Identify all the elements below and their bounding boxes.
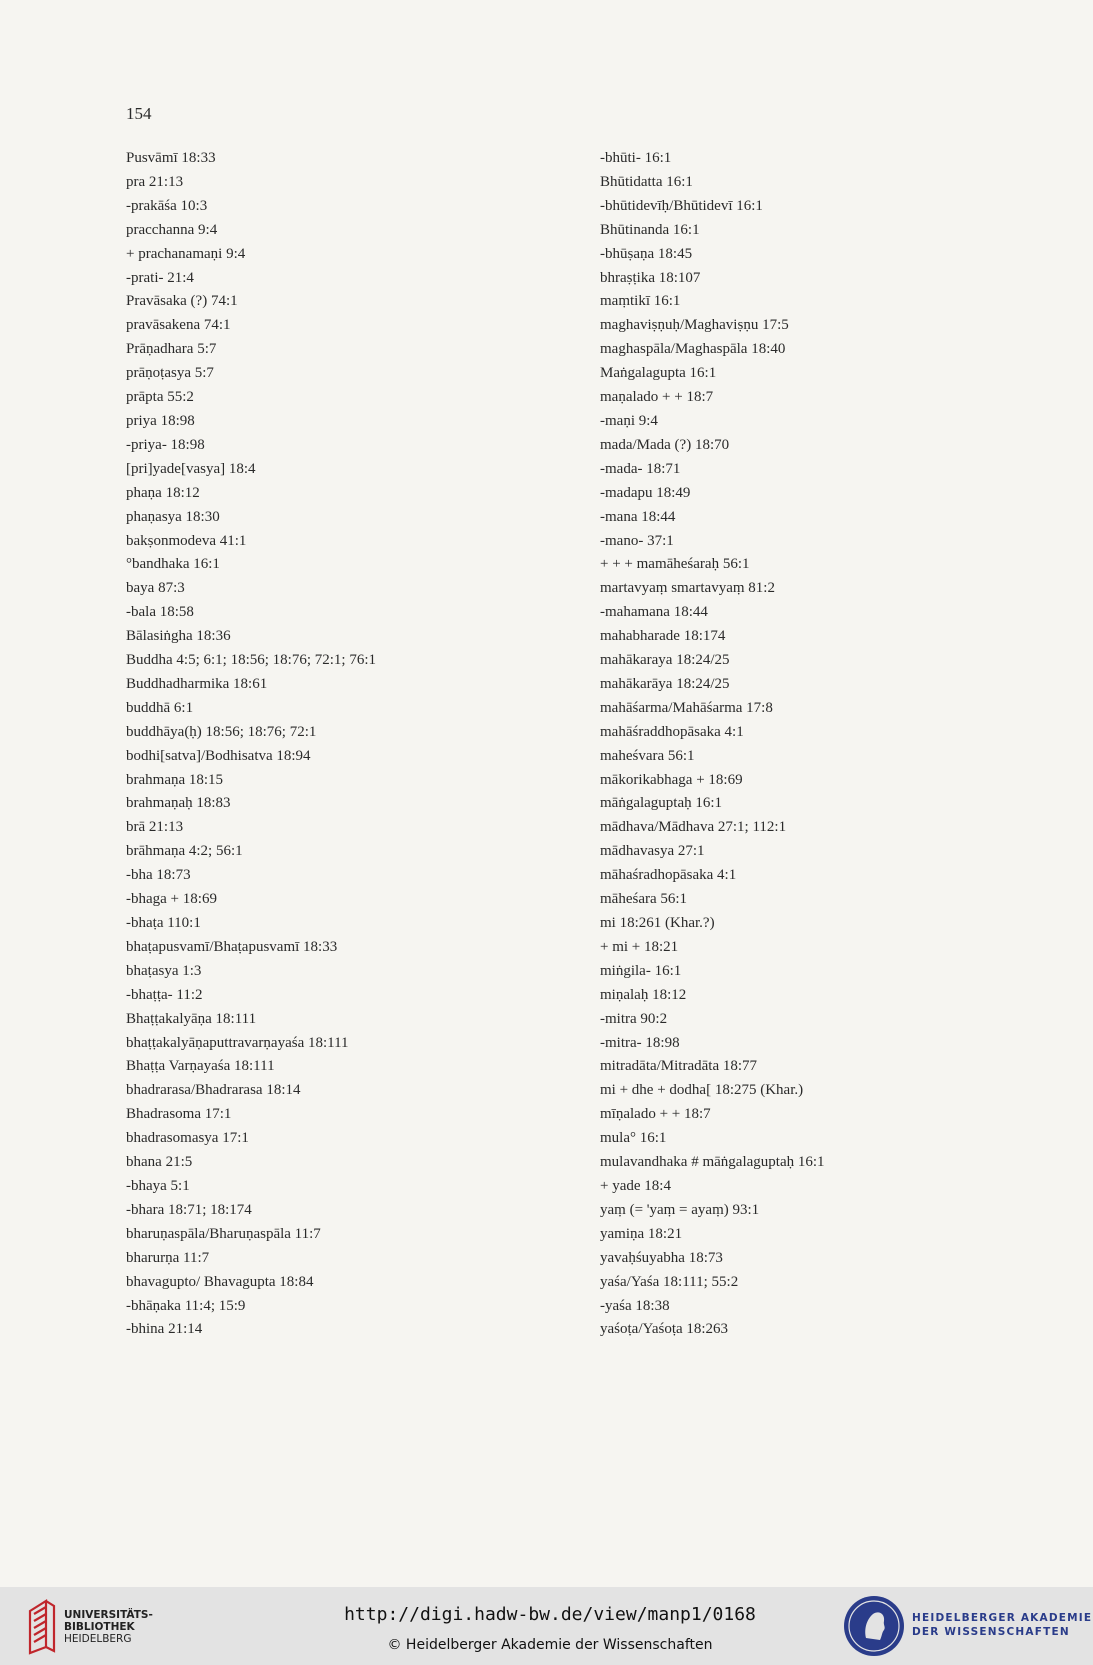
index-entry: yavaḥśuyabha 18:73 xyxy=(600,1249,723,1266)
index-entry: -prati- 21:4 xyxy=(126,269,194,286)
index-entry: mādhavasya 27:1 xyxy=(600,843,705,860)
index-entry: yamiṇa 18:21 xyxy=(600,1225,683,1242)
index-entry: bhraṣṭika 18:107 xyxy=(600,269,701,286)
index-entry: phaṇa 18:12 xyxy=(126,484,200,501)
ub-name-line-2: BIBLIOTHEK xyxy=(64,1621,135,1633)
index-entry: Buddhadharmika 18:61 xyxy=(126,675,268,692)
index-entry: brā 21:13 xyxy=(126,819,184,836)
index-entry: pracchanna 9:4 xyxy=(126,221,218,238)
index-entry: bhana 21:5 xyxy=(126,1154,193,1171)
index-entry: brāhmaṇa 4:2; 56:1 xyxy=(126,843,243,860)
index-entry: mahāśarma/Mahāśarma 17:8 xyxy=(600,699,773,716)
index-entry: Pusvāmī 18:33 xyxy=(126,150,216,166)
index-entry: martavyaṃ smartavyaṃ 81:2 xyxy=(600,580,775,597)
index-entry: Bhadrasoma 17:1 xyxy=(126,1106,232,1123)
index-entry: Bālasiṅgha 18:36 xyxy=(126,628,231,645)
index-entry: māheśara 56:1 xyxy=(600,891,688,908)
index-entry: -prakāśa 10:3 xyxy=(126,197,208,214)
index-entry: maghaspāla/Maghaspāla 18:40 xyxy=(600,341,786,358)
index-entry: Pravāsaka (?) 74:1 xyxy=(126,293,238,310)
index-entry: + mi + 18:21 xyxy=(600,938,679,955)
index-entry: -bhaṭa 110:1 xyxy=(126,915,201,931)
index-entry: buddhāya(ḥ) 18:56; 18:76; 72:1 xyxy=(126,723,317,740)
index-entry: Bhūtidatta 16:1 xyxy=(600,173,693,190)
index-entry: bhadrasomasya 17:1 xyxy=(126,1130,249,1147)
index-entry: pra 21:13 xyxy=(126,173,184,190)
index-entry: bhaṭṭakalyāṇaputtravarṇayaśa 18:111 xyxy=(126,1034,349,1051)
index-column-right xyxy=(600,147,1040,1342)
index-column-left xyxy=(126,147,566,1342)
index-entry: prāṇoṭasya 5:7 xyxy=(126,365,214,382)
index-entry: °bandhaka 16:1 xyxy=(126,556,220,573)
index-entry: baya 87:3 xyxy=(126,580,185,597)
index-entry: -mitra- 18:98 xyxy=(600,1034,680,1051)
index-entry: maṃtikī 16:1 xyxy=(600,293,681,310)
index-entry: -bhaṭṭa- 11:2 xyxy=(126,986,203,1003)
index-entry: brahmaṇaḥ 18:83 xyxy=(126,795,231,812)
index-entry: -maṇi 9:4 xyxy=(600,412,658,429)
index-entry: -mana 18:44 xyxy=(600,508,676,525)
index-entry: bodhi[satva]/Bodhisatva 18:94 xyxy=(126,747,311,764)
index-entry: + yade 18:4 xyxy=(600,1177,671,1194)
academy-name-line-1: HEIDELBERGER AKADEMIE xyxy=(912,1612,1093,1624)
index-entry: Bhūtinanda 16:1 xyxy=(600,221,700,238)
index-entry: -mahamana 18:44 xyxy=(600,604,708,621)
index-entry: mulavandhaka # māṅgalaguptaḥ 16:1 xyxy=(600,1154,825,1171)
index-entry: māhaśradhopāsaka 4:1 xyxy=(600,867,737,884)
index-entry: + + + mamāheśaraḥ 56:1 xyxy=(600,556,750,573)
index-entry: priya 18:98 xyxy=(126,412,195,429)
index-entry: buddhā 6:1 xyxy=(126,699,194,716)
index-entry: [pri]yade[vasya] 18:4 xyxy=(126,460,256,477)
index-entry: + prachanamaṇi 9:4 xyxy=(126,245,246,262)
index-entry: māṅgalaguptaḥ 16:1 xyxy=(600,795,723,812)
index-entry: -yaśa 18:38 xyxy=(600,1297,670,1314)
index-entry: -bhūṣaṇa 18:45 xyxy=(600,245,693,262)
index-entry: -bala 18:58 xyxy=(126,604,194,621)
index-entry: -bha 18:73 xyxy=(126,867,191,884)
index-entry: mahabharade 18:174 xyxy=(600,628,726,645)
index-entry: bhadrarasa/Bhadrarasa 18:14 xyxy=(126,1082,301,1099)
index-entry: yaśa/Yaśa 18:111; 55:2 xyxy=(600,1273,739,1290)
index-entry: Maṅgalagupta 16:1 xyxy=(600,365,717,382)
index-entry: mada/Mada (?) 18:70 xyxy=(600,436,730,453)
index-entry: mākorikabhaga + 18:69 xyxy=(600,771,743,788)
index-entry: -bhāṇaka 11:4; 15:9 xyxy=(126,1297,246,1314)
index-entry: bhaṭapusvamī/Bhaṭapusvamī 18:33 xyxy=(126,938,338,955)
index-entry: bharuṇaspāla/Bharuṇaspāla 11:7 xyxy=(126,1225,321,1242)
index-entry: mahākaraya 18:24/25 xyxy=(600,652,730,669)
index-entry: -mada- 18:71 xyxy=(600,460,681,477)
index-entry: -madapu 18:49 xyxy=(600,484,691,501)
university-library-name xyxy=(64,1609,153,1645)
index-entry: -bhina 21:14 xyxy=(126,1321,203,1338)
index-entry: maheśvara 56:1 xyxy=(600,747,695,764)
index-entry: mula° 16:1 xyxy=(600,1130,667,1147)
ub-name-line-1: UNIVERSITÄTS- xyxy=(64,1609,153,1621)
academy-seal-icon xyxy=(842,1594,906,1658)
index-entry: mahāśraddhopāsaka 4:1 xyxy=(600,723,744,740)
index-entry: maghaviṣṇuḥ/Maghaviṣṇu 17:5 xyxy=(600,317,789,334)
index-entry: bhaṭasya 1:3 xyxy=(126,962,202,979)
index-entry: mīṇalado + + 18:7 xyxy=(600,1106,711,1123)
index-entry: mi 18:261 (Khar.?) xyxy=(600,915,715,931)
index-entry: prāpta 55:2 xyxy=(126,389,194,406)
index-entry: -priya- 18:98 xyxy=(126,436,205,453)
index-entry: yaṃ (= 'yaṃ = ayaṃ) 93:1 xyxy=(600,1201,760,1218)
index-entry: mādhava/Mādhava 27:1; 112:1 xyxy=(600,819,787,836)
index-entry: miṇalaḥ 18:12 xyxy=(600,986,687,1003)
ub-name-line-3: HEIDELBERG xyxy=(64,1633,132,1645)
index-entry: bakṣonmodeva 41:1 xyxy=(126,532,247,549)
index-entry: -bhūtidevīḥ/Bhūtidevī 16:1 xyxy=(600,197,763,214)
index-entry: -mitra 90:2 xyxy=(600,1010,668,1027)
index-entry: brahmaṇa 18:15 xyxy=(126,771,224,788)
index-entry: -bhara 18:71; 18:174 xyxy=(126,1201,252,1218)
index-entry: yaśoṭa/Yaśoṭa 18:263 xyxy=(600,1321,729,1338)
index-entry: miṅgila- 16:1 xyxy=(600,962,682,979)
copyright-notice: © Heidelberger Akademie der Wissenschaften xyxy=(387,1637,713,1653)
permalink-url[interactable]: http://digi.hadw-bw.de/view/manp1/0168 xyxy=(344,1604,756,1625)
index-entry: -bhūti- 16:1 xyxy=(600,150,672,166)
index-entry: -bhaga + 18:69 xyxy=(126,891,217,908)
index-entry: bharurṇa 11:7 xyxy=(126,1249,210,1266)
footer-bar xyxy=(0,1587,1093,1665)
index-entry: -bhaya 5:1 xyxy=(126,1177,190,1194)
index-entry: mahākarāya 18:24/25 xyxy=(600,675,730,692)
index-entry: maṇalado + + 18:7 xyxy=(600,389,714,406)
index-entry: -mano- 37:1 xyxy=(600,532,674,549)
academy-name-line-2: DER WISSENSCHAFTEN xyxy=(912,1626,1070,1638)
page-number: 154 xyxy=(126,104,152,123)
index-entry: Bhaṭṭakalyāṇa 18:111 xyxy=(126,1010,257,1027)
academy-name xyxy=(912,1611,1092,1639)
index-entry: mitradāta/Mitradāta 18:77 xyxy=(600,1058,758,1075)
index-entry: Buddha 4:5; 6:1; 18:56; 18:76; 72:1; 76:1 xyxy=(126,652,377,669)
index-entry: Prāṇadhara 5:7 xyxy=(126,341,217,358)
index-entry: pravāsakena 74:1 xyxy=(126,317,231,334)
index-entry: mi + dhe + dodha[ 18:275 (Khar.) xyxy=(600,1082,804,1099)
index-entry: bhavagupto/ Bhavagupta 18:84 xyxy=(126,1273,314,1290)
index-entry: phaṇasya 18:30 xyxy=(126,508,220,525)
index-entry: Bhaṭṭa Varṇayaśa 18:111 xyxy=(126,1058,275,1075)
